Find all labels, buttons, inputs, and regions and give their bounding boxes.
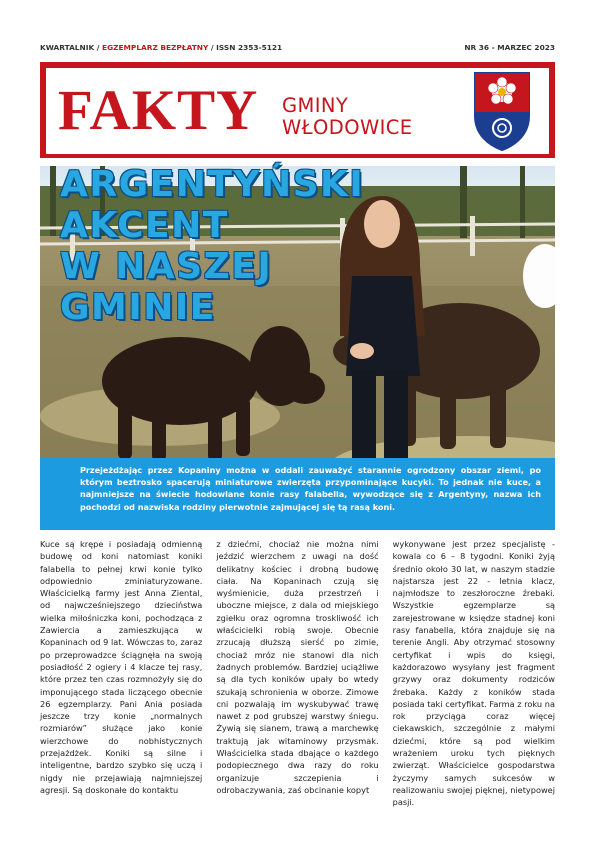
masthead-subtitle-line1: GMINY <box>282 94 349 117</box>
headline-line-1: ARGENTYŃSKI <box>60 164 365 205</box>
article-column-1: Kuce są krępe i posiadają odmienną budowę od koni natomiast koniki falabella to pełnej krwi konie tylko odpowiednio zminiaturyzowane. Właścicielką farmy jest Anna Ziental, od najwcześniejszego dzieciństwa wielka miłośniczka koni, pochodząca z Zawiercia a zamieszkująca w Kopaninach od 9 lat. Wówczas to, zaraz po przeprowadzce ściągnęła na swoją posiadłość 2 ogiery i 4 klacze tej rasy, które przez ten czas rozmnożyły się do imponującego stada liczącego obecnie 26 egzemplarzy. Pani Ania posiada jeszcze trzy konie „normalnych rozmiarów” służące jako konie wierzchowe do nobhistycznych przejażdżek. Koniki są silne i inteligentne, bardzo szybko się uczą i nigdy nie przejawiają najmniejszej agresji. Są doskonałe do kontaktu <box>40 539 203 795</box>
free-copy-label: EGZEMPLARZ BEZPŁATNY <box>102 43 209 52</box>
lead-text: Przejeżdżając przez Kopaniny można w oddali zauważyć starannie ogrodzony obszar ziemi, po którym beztrosko spacerują miniaturowe zwierzęta przypominające kucyki. To jednak nie kuce, a najmniejsze na świecie hodowlane konie rasy falabella, wywodzące się z Argentyny, nazwa ich pochodzi od nazwiska rodziny pierwotnie zajmującej się tą rasą koni. <box>80 465 541 512</box>
masthead-subtitle-line2: WŁODOWICE <box>282 116 413 139</box>
headline-line-3: W NASZEJ <box>60 246 273 287</box>
headline-line-4: GMINIE <box>60 287 216 328</box>
masthead <box>40 62 555 158</box>
issue-info-left: KWARTALNIK / EGZEMPLARZ BEZPŁATNY / ISSN 2353-5121 <box>40 43 283 52</box>
coat-of-arms-icon <box>472 70 532 152</box>
issue-number: NR 36 - MARZEC 2023 <box>464 43 555 52</box>
lead-box <box>40 458 555 530</box>
masthead-title: FAKTY <box>58 79 259 142</box>
headline-line-2: AKCENT <box>60 205 229 246</box>
article-column-2: z dziećmi, chociaż nie można nimi jeździć wierzchem z uwagi na dość delikatny kościec i drobną budowę ciała. Na Kopaninach czują się wyśmienicie, duża przestrzeń i uboczne miejsce, z dala od miejskiego zgiełku oraz ogromna troskliwość ich właścicielki robią swoje. Obecnie zrzucają dłuższą sierść po zimie, chociaż mróz nie stanowi dla nich żadnych problemów. Bardziej uciążliwe są dla tych koników upały bo wtedy szukają schronienia w oborze. Zimowe cni pozwalają im wyskubywać trawę nawet z pod grubszej warstwy śniegu. Żywią się sianem, trawą a marchewkę traktują jak witaminowy przysmak. Właścicielka stada dbające o każdego podopiecznego dwa razy do roku organizuje szczepienia i odrobaczywania, zaś obcinanie kopyt <box>216 539 379 795</box>
masthead-panel <box>46 68 549 154</box>
article-body <box>40 538 555 808</box>
headline <box>60 164 364 328</box>
article-column-3: wykonywane jest przez specjalistę - kowala co 6 – 8 tygodni. Koniki żyją średnio około 30 lat, w naszym stadzie najstarsza jest 22 - letnia klacz, najmłodsze to zeszłoroczne źrebaki. Wszystkie egzemplarze są zarejestrowane w księdze stadnej koni rasy fanabella, która znajduje się na terenie Angli. Aby otrzymać stosowny certyfikat i wpis do księgi, każdorazowo wysyłany jest fragment grzywy oraz dokumenty rodziców źrebaka. Każdy z koników stada posiada taki certyfikat. Farma z roku na rok przyciąga coraz więcej ciekawskich, szczególnie z małymi dziećmi, które są pod wielkim wrażeniem uroku tych pięknych zwierząt. Właścicielce gospodarstwa życzymy samych sukcesów w realizowaniu swojej pięknej, nietypowej pasji. <box>392 539 555 808</box>
issue-info-bar <box>40 40 555 54</box>
